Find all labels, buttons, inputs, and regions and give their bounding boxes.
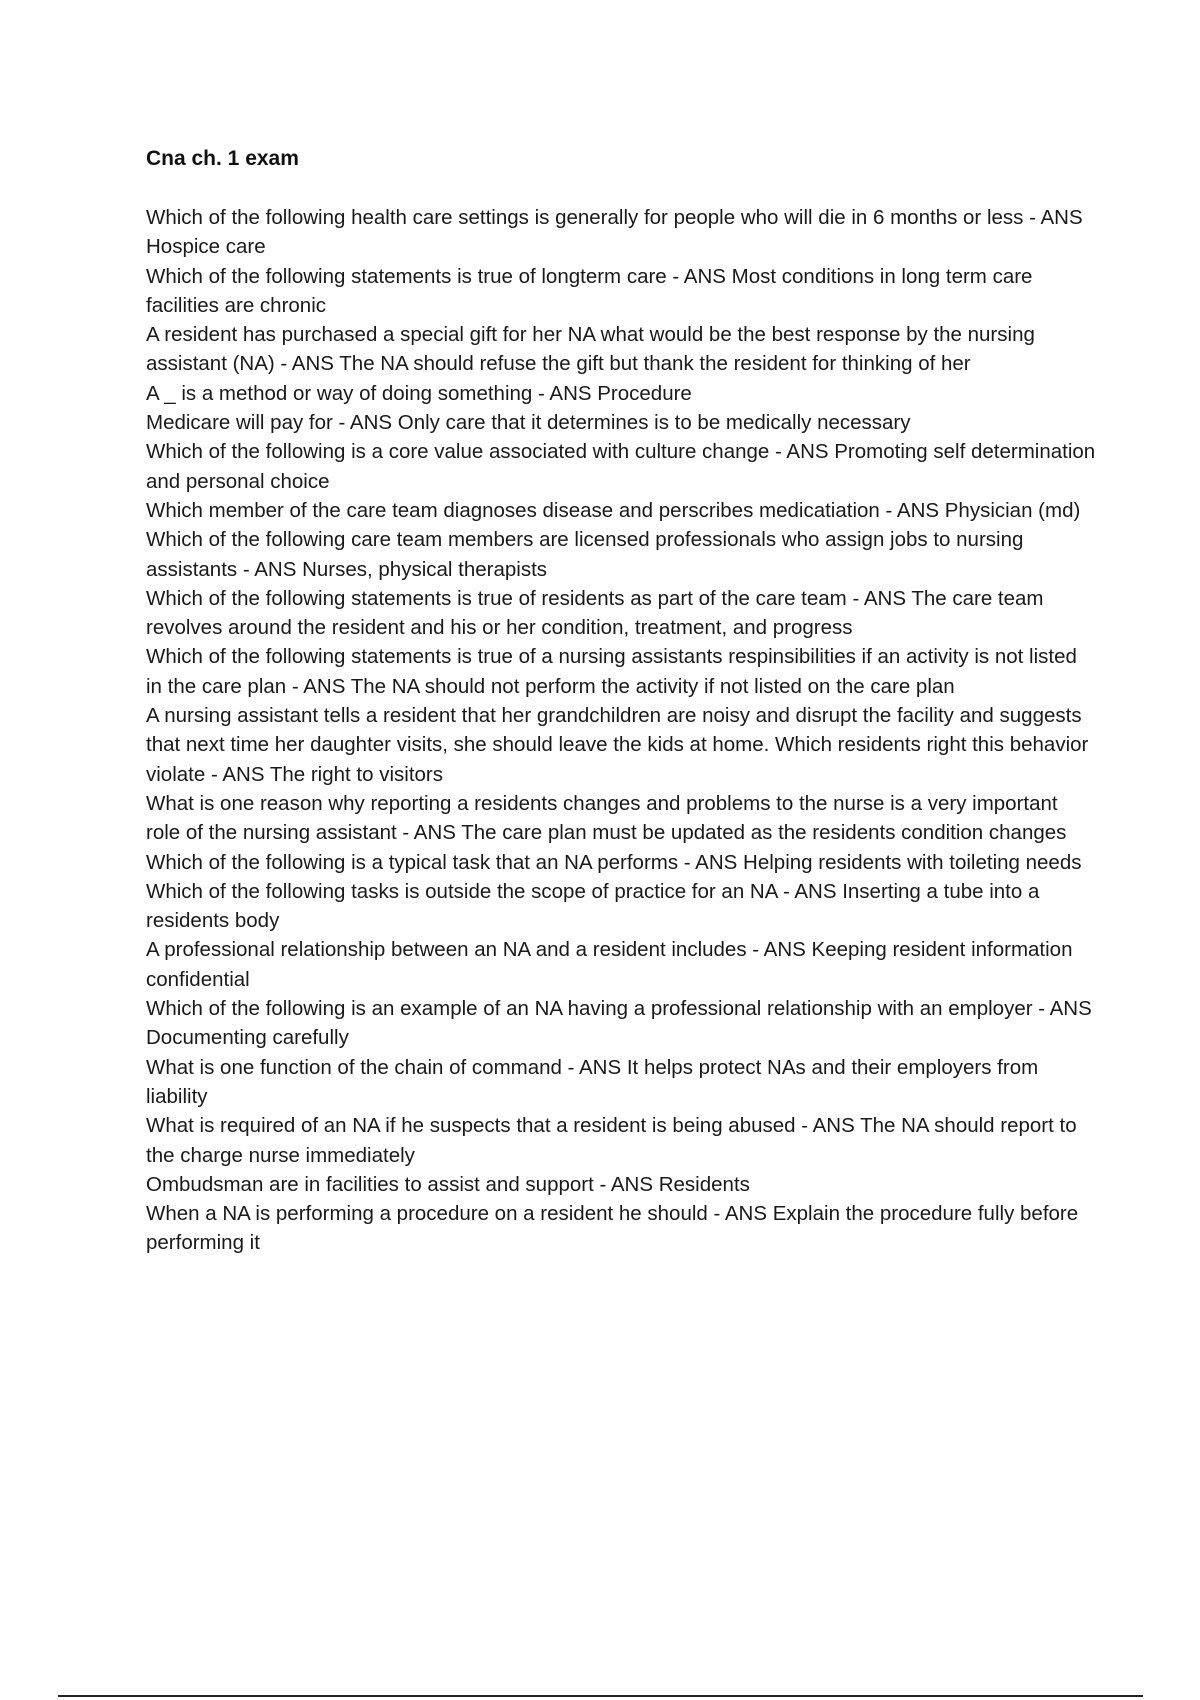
qa-item: Which of the following is an example of an NA having a professional relationship with an employer - ANS Documenting carefully bbox=[146, 997, 1092, 1050]
document-title: Cna ch. 1 exam bbox=[146, 147, 299, 170]
qa-item: Which of the following is a core value associated with culture change - ANS Promoting self determination and personal choice bbox=[146, 440, 1096, 493]
qa-item: Ombudsman are in facilities to assist and support - ANS Residents bbox=[146, 1172, 750, 1196]
qa-item: Medicare will pay for - ANS Only care that it determines is to be medically necessary bbox=[146, 411, 911, 435]
qa-item: Which of the following statements is true of residents as part of the care team - ANS The care team revolves around the resident and his or her condition, treatment, and progress bbox=[146, 586, 1044, 640]
qa-item: A professional relationship between an NA and a resident includes - ANS Keeping resident information confidential bbox=[146, 938, 1073, 991]
qa-item: What is required of an NA if he suspects that a resident is being abused - ANS The NA should report to the charge nurse immediately bbox=[146, 1114, 1077, 1167]
qa-item: What is one reason why reporting a residents changes and problems to the nurse is a very important role of the nursing assistant - ANS The care plan must be updated as the residents condition changes bbox=[146, 791, 1067, 845]
qa-item: Which member of the care team diagnoses disease and perscribes medicatiation - ANS Physician (md) bbox=[146, 498, 1081, 522]
qa-item: What is one function of the chain of command - ANS It helps protect NAs and their employers from liability bbox=[146, 1055, 1039, 1108]
footer-divider bbox=[58, 1695, 1143, 1697]
qa-item: A nursing assistant tells a resident that her grandchildren are noisy and disrupt the facility and suggests that next time her daughter visits, she should leave the kids at home. Which residents right this behavior violate - ANS The right to visitors bbox=[146, 704, 1089, 786]
qa-item: A resident has purchased a special gift for her NA what would be the best response by the nursing assistant (NA) - ANS The NA should refuse the gift but thank the resident for thinking of her bbox=[146, 323, 1035, 376]
qa-item: A _ is a method or way of doing something - ANS Procedure bbox=[146, 381, 692, 405]
qa-item: Which of the following tasks is outside the scope of practice for an NA - ANS Inserting a tube into a residents body bbox=[146, 879, 1040, 933]
qa-item: When a NA is performing a procedure on a resident he should - ANS Explain the procedure fully before performing it bbox=[146, 1202, 1079, 1255]
question-answer-list bbox=[146, 203, 1096, 1258]
qa-item: Which of the following health care settings is generally for people who will die in 6 months or less - ANS Hospice care bbox=[146, 206, 1083, 259]
qa-item: Which of the following statements is true of longterm care - ANS Most conditions in long term care facilities are chronic bbox=[146, 264, 1033, 317]
qa-item: Which of the following statements is true of a nursing assistants respinsibilities if an activity is not listed in the care plan - ANS The NA should not perform the activity if not listed on the care plan bbox=[146, 645, 1077, 698]
qa-item: Which of the following is a typical task that an NA performs - ANS Helping residents with toileting needs bbox=[146, 850, 1082, 874]
qa-item: Which of the following care team members are licensed professionals who assign jobs to nursing assistants - ANS Nurses, physical therapists bbox=[146, 528, 1024, 581]
